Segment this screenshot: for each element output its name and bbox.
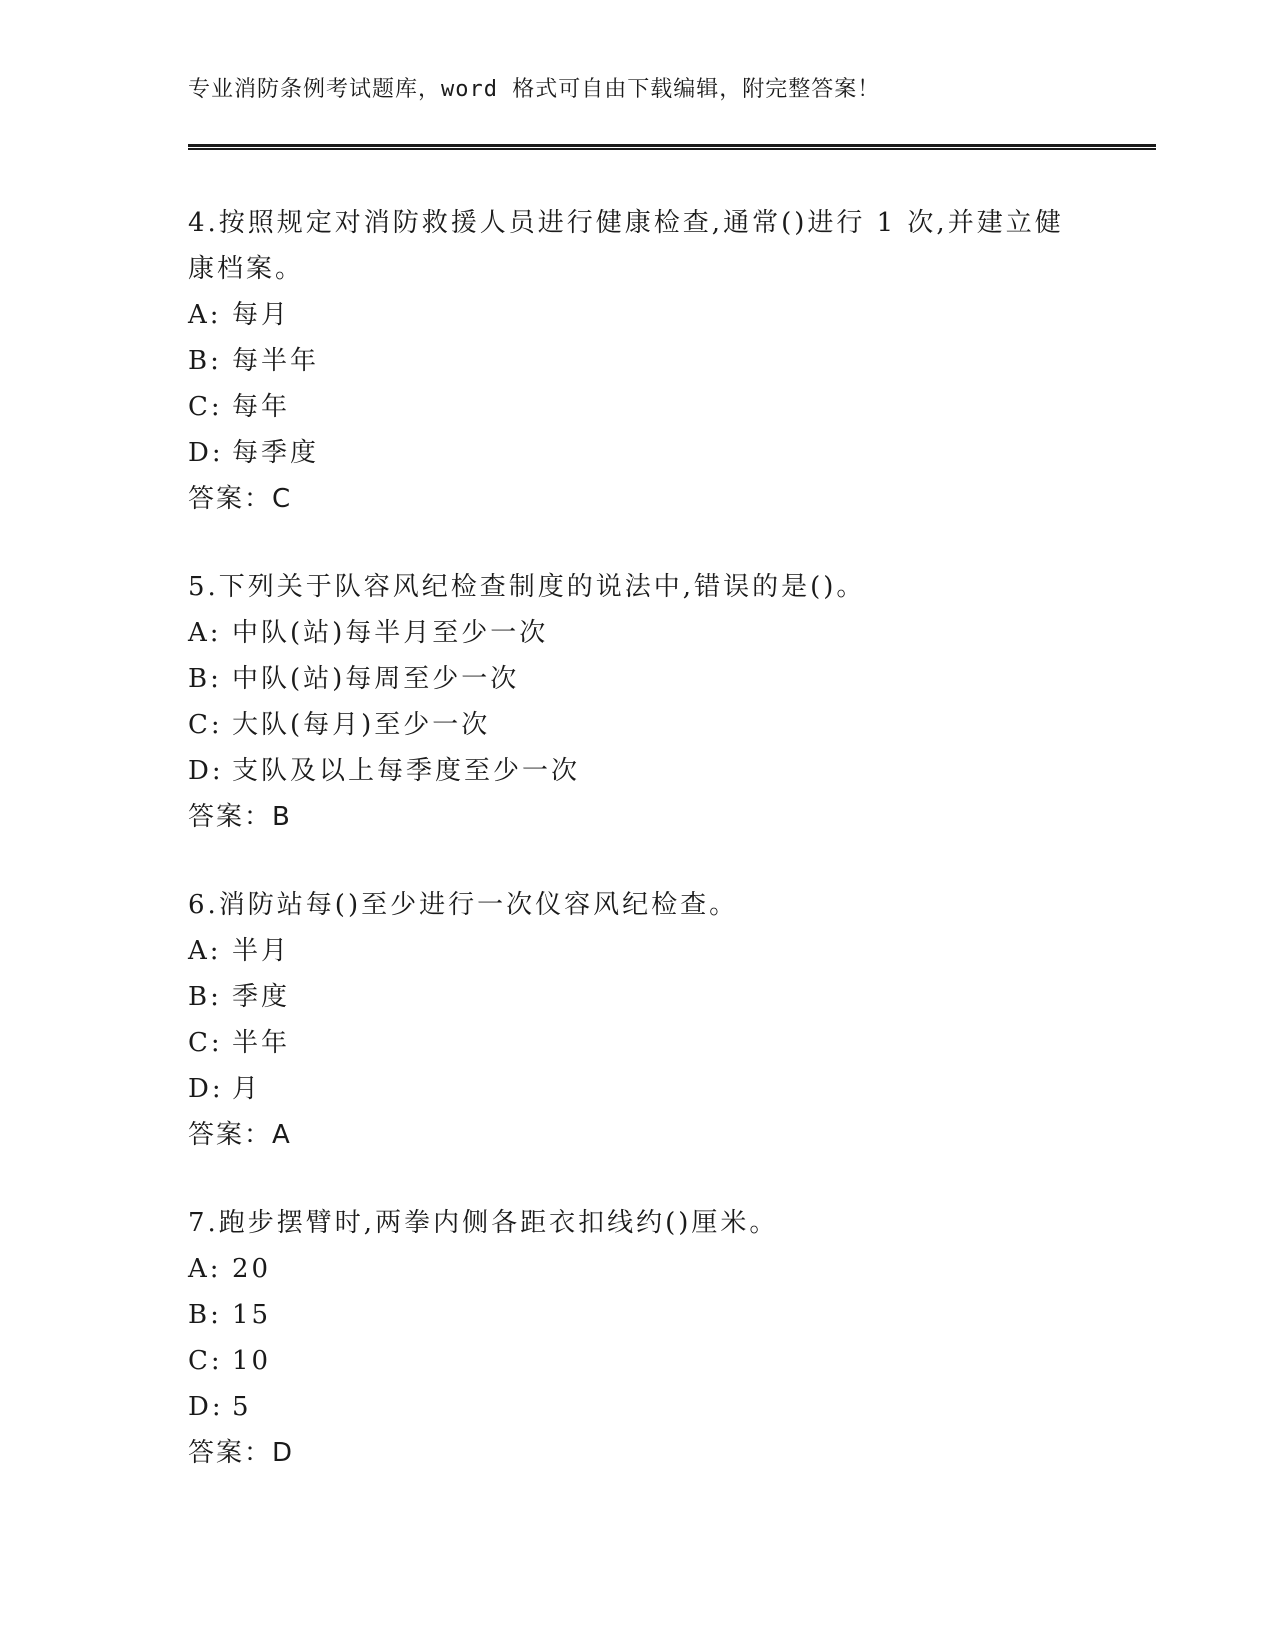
option-key: C:	[188, 710, 223, 740]
answer-label: 答案：	[188, 802, 273, 832]
option-text: 月	[232, 1074, 262, 1104]
option-b	[188, 974, 1088, 1020]
option-text: 每季度	[232, 438, 320, 468]
question-stem: 6.消防站每()至少进行一次仪容风纪检查。	[188, 890, 739, 920]
option-text: 15	[232, 1300, 272, 1330]
option-key: D:	[188, 438, 224, 468]
option-a	[188, 610, 1088, 656]
option-text: 20	[232, 1254, 272, 1284]
question-5	[188, 564, 1088, 840]
option-text: 半年	[232, 1028, 291, 1058]
option-d	[188, 748, 1088, 794]
option-key: B:	[188, 346, 222, 376]
option-c	[188, 1020, 1088, 1066]
question-stem: 7.跑步摆臂时,两拳内侧各距衣扣线约()厘米。	[188, 1208, 779, 1238]
option-text: 5	[232, 1392, 252, 1422]
option-text: 季度	[232, 982, 291, 1012]
option-key: B:	[188, 982, 222, 1012]
option-key: D:	[188, 1392, 224, 1422]
option-d	[188, 1384, 1088, 1430]
answer-label: 答案：	[188, 1438, 273, 1468]
question-list	[188, 200, 1088, 1518]
option-c	[188, 1338, 1088, 1384]
answer-label: 答案：	[188, 484, 273, 514]
option-text: 大队(每月)至少一次	[232, 710, 491, 740]
question-6	[188, 882, 1088, 1158]
option-text: 每年	[232, 392, 291, 422]
page-header: 专业消防条例考试题库，word 格式可自由下载编辑，附完整答案！	[188, 77, 881, 102]
question-4	[188, 200, 1088, 522]
option-text: 半月	[232, 936, 291, 966]
answer-line	[188, 1430, 1088, 1476]
option-b	[188, 338, 1088, 384]
option-key: A:	[188, 300, 222, 330]
option-text: 10	[232, 1346, 272, 1376]
option-key: A:	[188, 936, 222, 966]
option-key: B:	[188, 664, 222, 694]
option-text: 每半年	[232, 346, 320, 376]
question-7	[188, 1200, 1088, 1476]
answer-value: D	[272, 1438, 295, 1468]
option-b	[188, 1292, 1088, 1338]
question-stem: 5.下列关于队容风纪检查制度的说法中,错误的是()。	[188, 572, 866, 602]
option-b	[188, 656, 1088, 702]
answer-line	[188, 476, 1088, 522]
option-a	[188, 928, 1088, 974]
answer-line	[188, 794, 1088, 840]
answer-value: B	[272, 802, 292, 832]
option-text: 支队及以上每季度至少一次	[232, 756, 581, 786]
answer-value: A	[272, 1120, 292, 1150]
option-a	[188, 1246, 1088, 1292]
option-text: 中队(站)每半月至少一次	[232, 618, 549, 648]
option-key: B:	[188, 1300, 222, 1330]
option-d	[188, 430, 1088, 476]
option-text: 每月	[232, 300, 291, 330]
option-key: A:	[188, 1254, 222, 1284]
option-d	[188, 1066, 1088, 1112]
option-c	[188, 384, 1088, 430]
option-key: D:	[188, 1074, 224, 1104]
option-key: C:	[188, 1346, 223, 1376]
option-key: A:	[188, 618, 222, 648]
answer-label: 答案：	[188, 1120, 273, 1150]
answer-line	[188, 1112, 1088, 1158]
header-divider	[188, 144, 1156, 150]
option-c	[188, 702, 1088, 748]
option-text: 中队(站)每周至少一次	[232, 664, 520, 694]
option-a	[188, 292, 1088, 338]
option-key: C:	[188, 392, 223, 422]
option-key: D:	[188, 756, 224, 786]
answer-value: C	[272, 484, 293, 514]
option-key: C:	[188, 1028, 223, 1058]
question-stem: 4.按照规定对消防救援人员进行健康检查,通常()进行 1 次,并建立健康档案。	[188, 208, 1064, 284]
